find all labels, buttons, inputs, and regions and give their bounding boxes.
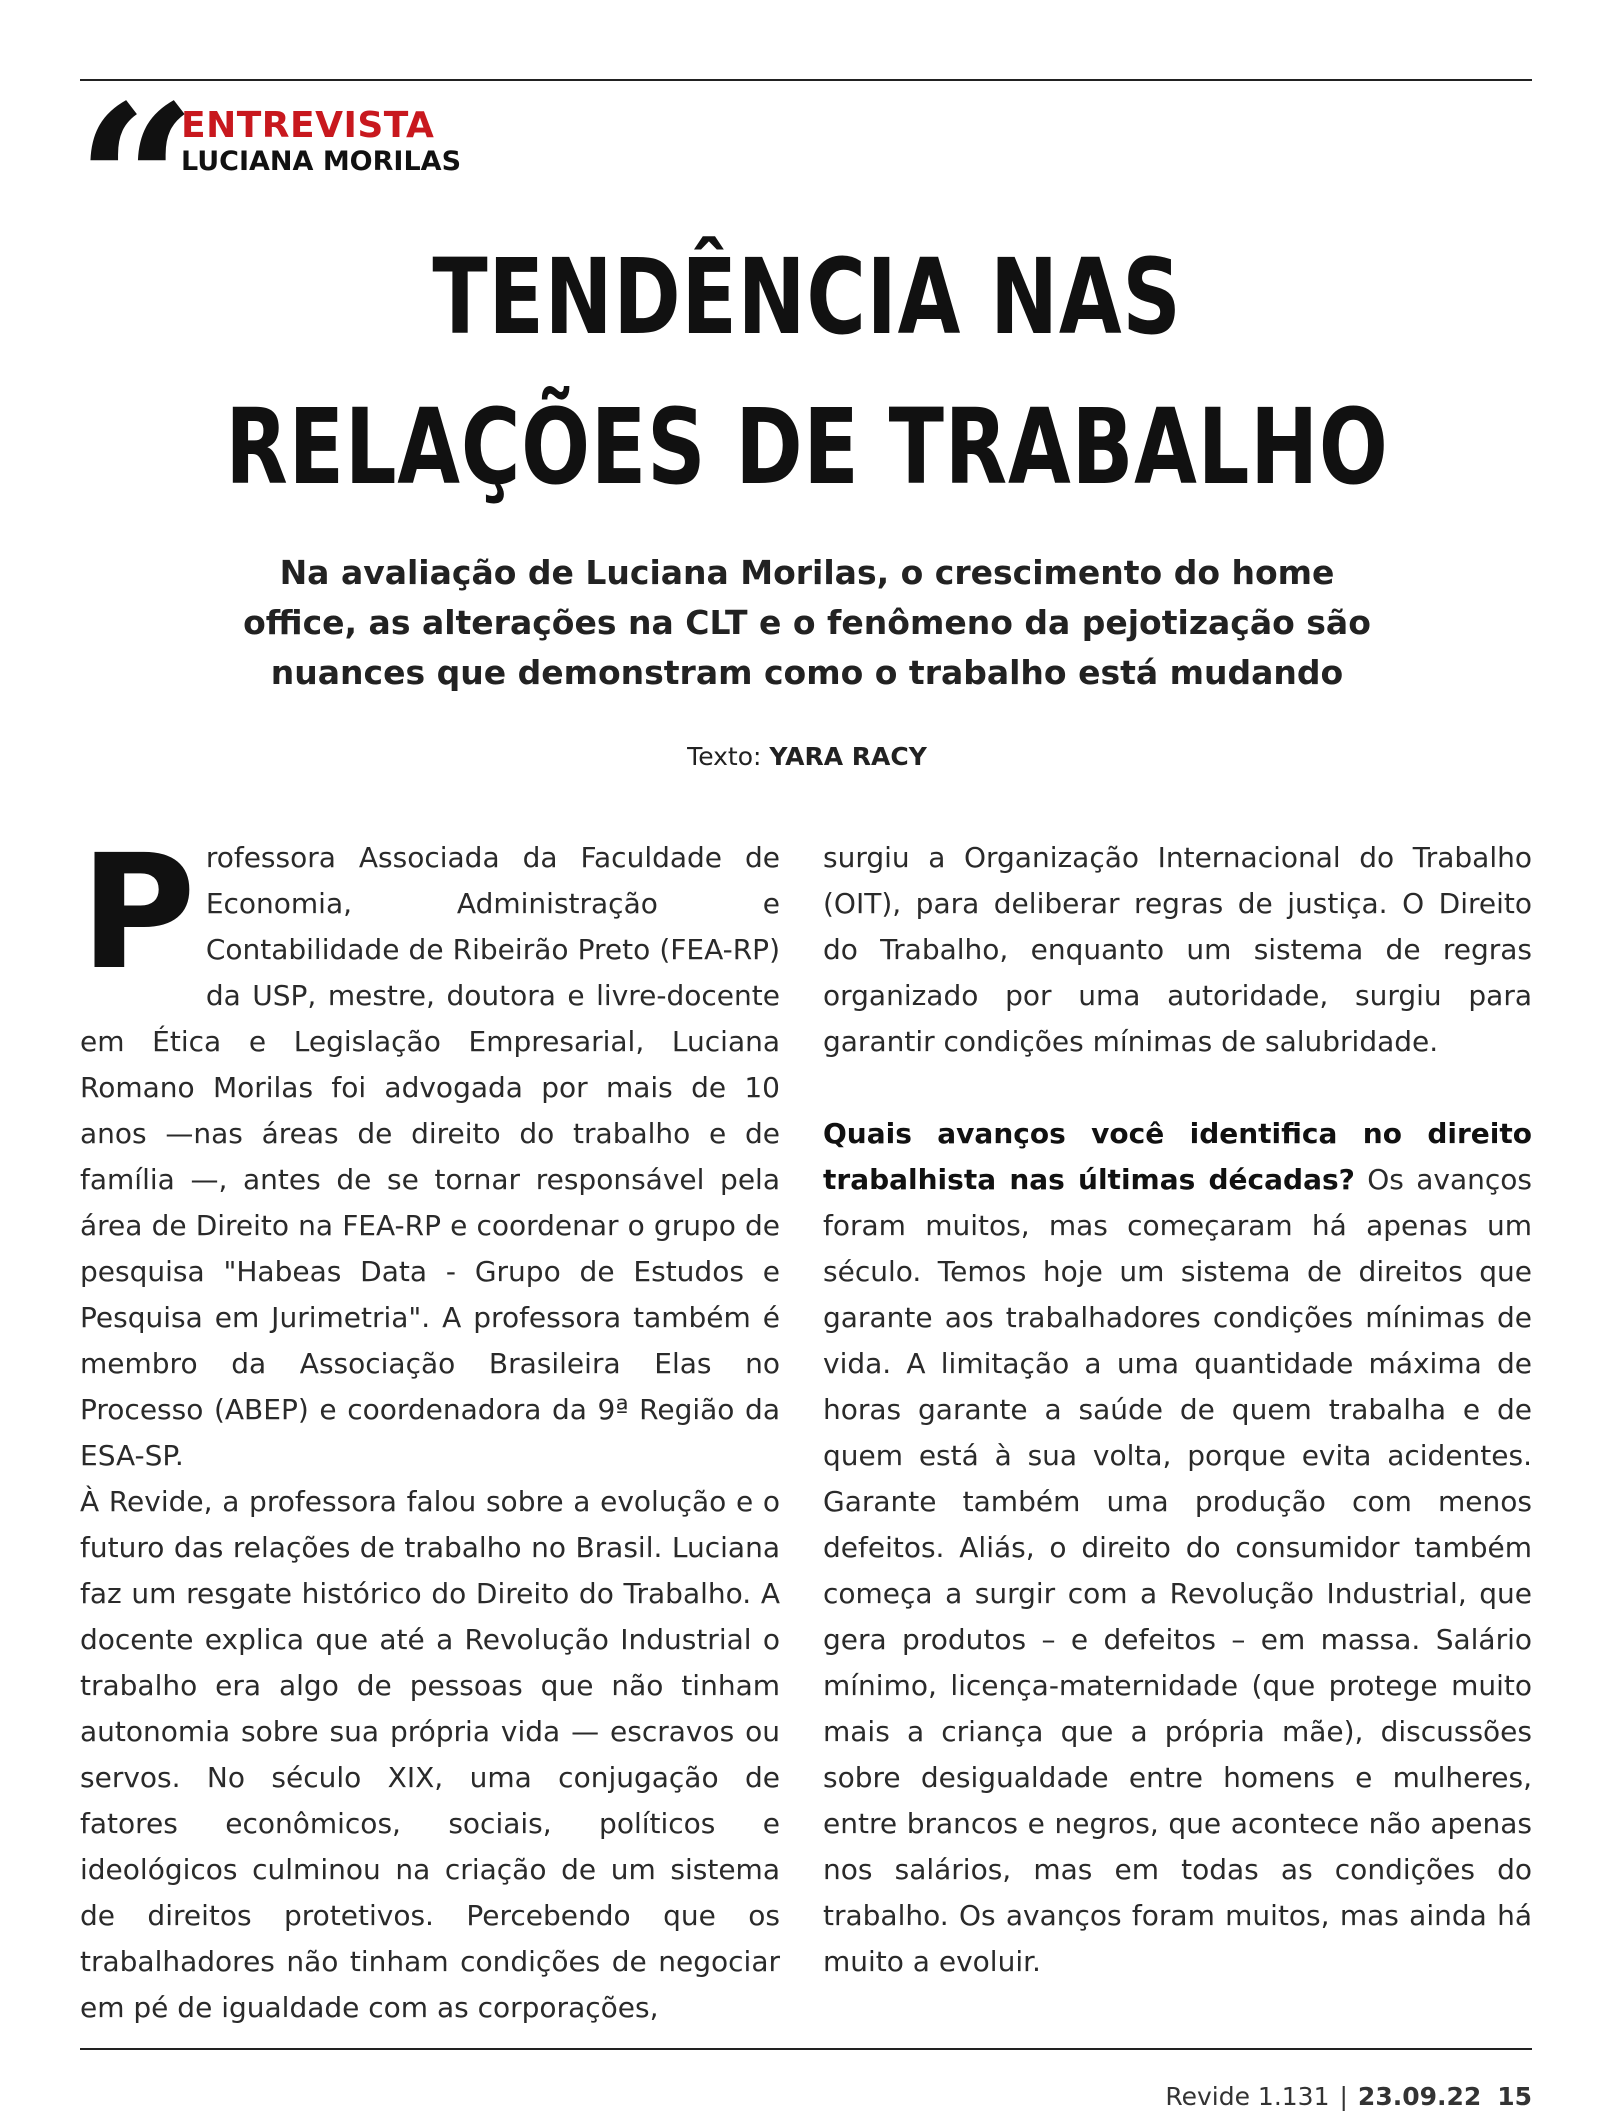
section-label: ENTREVISTA bbox=[181, 105, 435, 146]
byline-label: Texto: bbox=[687, 742, 762, 771]
page-footer bbox=[1165, 2084, 1532, 2109]
interview-answer: Os avanços foram muitos, mas começaram há apenas um século. Temos hoje um sistema de direitos que garante aos trabalhadores condições mínimas de vida. A limitação a uma quantidade máxima de horas garante a saúde de quem trabalha e de quem está à sua volta, porque evita acidentes. Garante também uma produção com menos defeitos. Aliás, o direito do consumidor também começa a surgir com a Revolução Industrial, que gera produtos – e defeitos – em massa. Salário mínimo, licença-maternidade (que protege muito mais a criança que a própria mãe), discussões sobre desigualdade entre homens e mulheres, entre brancos e negros, que acontece não apenas nos salários, mas em todas as condições do trabalho. Os avanços foram muitos, mas ainda há muito a evoluir. bbox=[823, 1163, 1532, 1978]
article-subtitle: Na avaliação de Luciana Morilas, o crescimento do home office, as alterações na CLT e o fenômeno da pejotização são nuances que demonstram como o trabalho está mudando bbox=[243, 553, 1371, 692]
page-number: 15 bbox=[1497, 2082, 1532, 2111]
body-column-right bbox=[823, 835, 1532, 1985]
top-rule bbox=[80, 79, 1532, 81]
quote-icon: “ bbox=[76, 59, 197, 306]
footer-separator: | bbox=[1339, 2082, 1348, 2111]
bottom-rule bbox=[80, 2048, 1532, 2050]
qa-block bbox=[823, 1111, 1532, 1985]
intro-paragraph bbox=[80, 821, 780, 1479]
interview-question: Quais avanços você identifica no direito trabalhista nas últimas décadas? bbox=[823, 1117, 1532, 1196]
body-paragraph-continued: surgiu a Organização Internacional do Trabalho (OIT), para deliberar regras de justiça. O Direito do Trabalho, enquanto um sistema de regras organizado por uma autoridade, surgiu para garantir condições mínimas de salubridade. bbox=[823, 841, 1532, 1058]
intro-text: rofessora Associada da Faculdade de Economia, Administração e Contabilidade de Ribeirão Preto (FEA-RP) da USP, mestre, doutora e livre-docente em Ética e Legislação Empresarial, Luciana Romano Morilas foi advogada por mais de 10 anos —nas áreas de direito do trabalho e de família —, antes de se tornar responsável pela área de Direito na FEA-RP e coordenar o grupo de pesquisa "Habeas Data - Grupo de Estudos e Pesquisa em Jurimetria". A professora também é membro da Associação Brasileira Elas no Processo (ABEP) e coordenadora da 9ª Região da ESA-SP. bbox=[80, 841, 780, 1472]
article-title: TENDÊNCIA NAS RELAÇÕES DE TRABALHO bbox=[225, 236, 1389, 508]
byline-author: YARA RACY bbox=[769, 742, 927, 771]
interviewee-name: LUCIANA MORILAS bbox=[181, 146, 462, 177]
drop-cap: P bbox=[80, 821, 196, 1005]
body-paragraph: À Revide, a professora falou sobre a evolução e o futuro das relações de trabalho no Brasil. Luciana faz um resgate histórico do Direito do Trabalho. A docente explica que até a Revolução Industrial o trabalho era algo de pessoas que não tinham autonomia sobre sua própria vida — escravos ou servos. No século XIX, uma conjugação de fatores econômicos, sociais, políticos e ideológicos culminou na criação de um sistema de direitos protetivos. Percebendo que os trabalhadores não tinham condições de negociar em pé de igualdade com as corporações, bbox=[80, 1485, 780, 2024]
byline bbox=[0, 742, 1614, 771]
issue-date: 23.09.22 bbox=[1357, 2082, 1482, 2111]
magazine-issue: Revide 1.131 bbox=[1165, 2082, 1330, 2111]
body-column-left bbox=[80, 821, 780, 2031]
